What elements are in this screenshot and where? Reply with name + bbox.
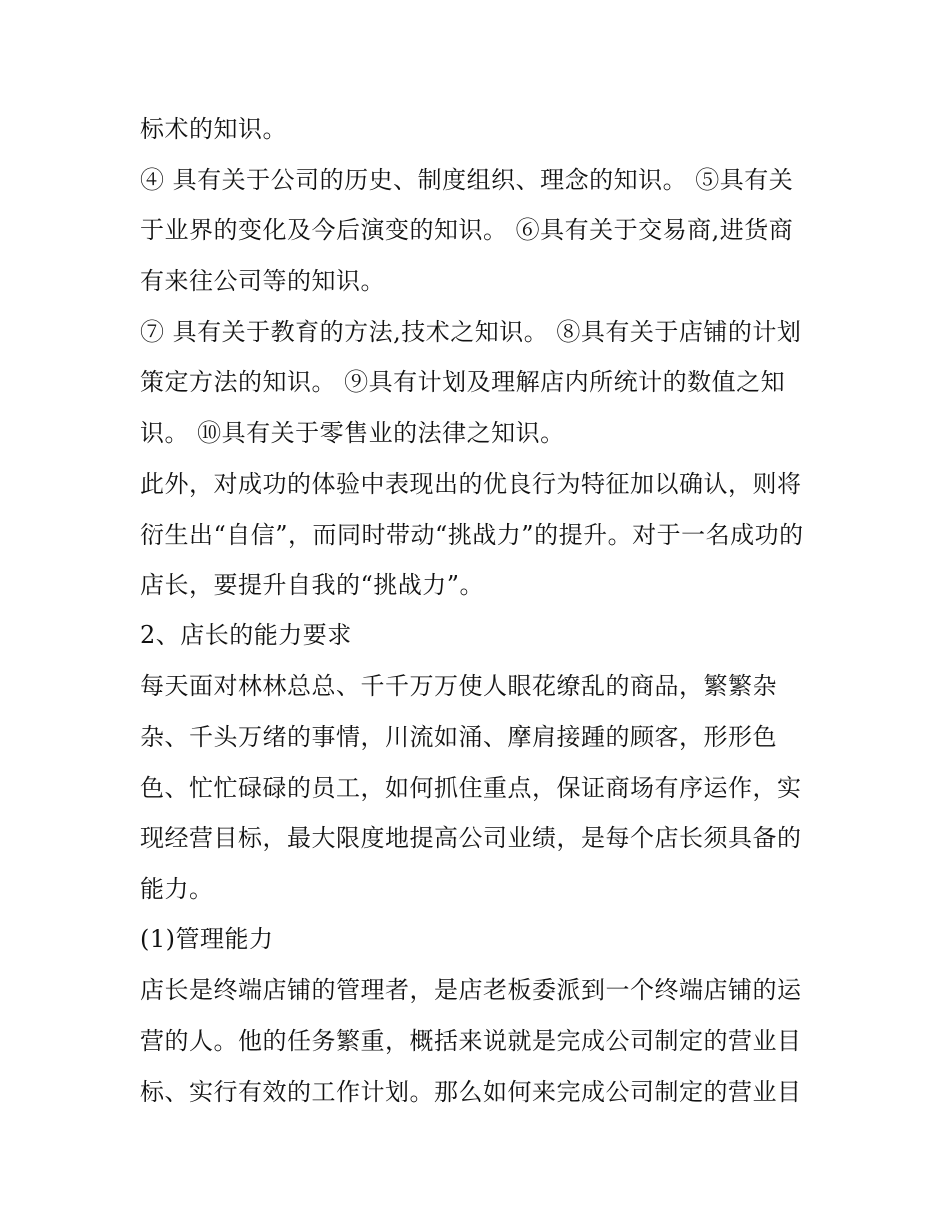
text-line: 于业界的变化及今后演变的知识。 ⑥具有关于交易商,进货商 — [140, 216, 794, 244]
text-line: 衍生出“自信”，而同时带动“挑战力”的提升。对于一名成功的 — [140, 521, 804, 549]
text-line: 店长，要提升自我的“挑战力”。 — [140, 571, 485, 599]
text-line: 策定方法的知识。 ⑨具有计划及理解店内所统计的数值之知 — [140, 368, 786, 396]
text-line: 此外，对成功的体验中表现出的优良行为特征加以确认，则将 — [140, 470, 802, 498]
text-line: 标、实行有效的工作计划。那么如何来完成公司制定的营业目 — [140, 1078, 802, 1106]
text-line: 标术的知识。 — [140, 115, 287, 143]
text-line: 能力。 — [140, 875, 214, 903]
section-heading: 2、店长的能力要求 — [140, 621, 352, 649]
text-line: 色、忙忙碌碌的员工，如何抓住重点，保证商场有序运作，实 — [140, 774, 802, 802]
text-line: 营的人。他的任务繁重，概括来说就是完成公司制定的营业目 — [140, 1027, 802, 1055]
text-line: ⑦ 具有关于教育的方法,技术之知识。 ⑧具有关于店铺的计划 — [140, 318, 802, 346]
text-line: 识。 ⑩具有关于零售业的法律之知识。 — [140, 419, 565, 447]
subsection-heading: (1)管理能力 — [140, 925, 274, 953]
text-line: 店长是终端店铺的管理者，是店老板委派到一个终端店铺的运 — [140, 976, 802, 1004]
text-line: 每天面对林林总总、千千万万使人眼花缭乱的商品，繁繁杂 — [140, 672, 777, 700]
text-line: 杂、千头万绪的事情，川流如涌、摩肩接踵的顾客，形形色 — [140, 723, 777, 751]
text-line: 现经营目标，最大限度地提高公司业绩，是每个店长须具备的 — [140, 824, 802, 852]
text-line: 有来往公司等的知识。 — [140, 267, 385, 295]
text-line: ④ 具有关于公司的历史、制度组织、理念的知识。 ⑤具有关 — [140, 166, 794, 194]
